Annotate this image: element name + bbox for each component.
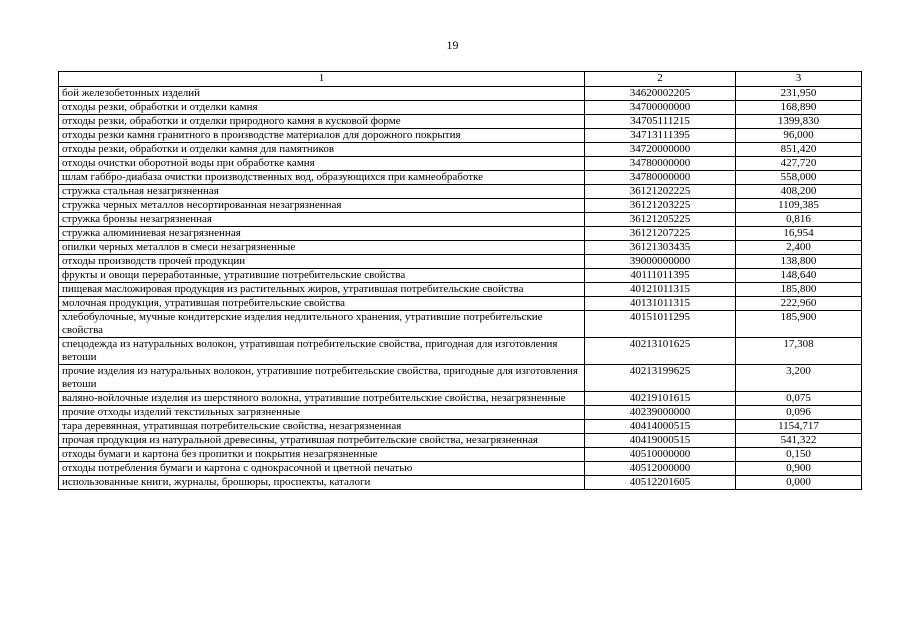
waste-name-cell: валяно-войлочные изделия из шерстяного волокна, утратившие потребительские свойства, незагрязненные bbox=[59, 392, 585, 406]
waste-value-cell: 1154,717 bbox=[736, 420, 862, 434]
waste-code-cell: 40151011295 bbox=[585, 311, 736, 338]
waste-name-cell: хлебобулочные, мучные кондитерские изделия недлительного хранения, утратившие потребительские свойства bbox=[59, 311, 585, 338]
waste-code-cell: 40213101625 bbox=[585, 338, 736, 365]
table-row bbox=[59, 157, 862, 171]
waste-name-cell: отходы очистки оборотной воды при обработке камня bbox=[59, 157, 585, 171]
table-row bbox=[59, 392, 862, 406]
table-row bbox=[59, 338, 862, 365]
waste-value-cell: 222,960 bbox=[736, 297, 862, 311]
waste-code-cell: 40512000000 bbox=[585, 462, 736, 476]
waste-code-cell: 40512201605 bbox=[585, 476, 736, 490]
waste-name-cell: прочая продукция из натуральной древесины, утратившая потребительские свойства, незагрязненная bbox=[59, 434, 585, 448]
table-row bbox=[59, 365, 862, 392]
table-row bbox=[59, 476, 862, 490]
waste-code-cell: 36121207225 bbox=[585, 227, 736, 241]
table-row bbox=[59, 227, 862, 241]
table-row bbox=[59, 448, 862, 462]
waste-name-cell: отходы резки камня гранитного в производстве материалов для дорожного покрытия bbox=[59, 129, 585, 143]
waste-value-cell: 185,900 bbox=[736, 311, 862, 338]
table-row bbox=[59, 129, 862, 143]
waste-name-cell: прочие отходы изделий текстильных загрязненные bbox=[59, 406, 585, 420]
table-row bbox=[59, 406, 862, 420]
waste-name-cell: стружка алюминиевая незагрязненная bbox=[59, 227, 585, 241]
waste-value-cell: 541,322 bbox=[736, 434, 862, 448]
waste-name-cell: отходы резки, обработки и отделки камня для памятников bbox=[59, 143, 585, 157]
waste-value-cell: 3,200 bbox=[736, 365, 862, 392]
page-number: 19 bbox=[446, 38, 459, 52]
table-row bbox=[59, 87, 862, 101]
waste-value-cell: 1399,830 bbox=[736, 115, 862, 129]
waste-code-cell: 34713111395 bbox=[585, 129, 736, 143]
table-row bbox=[59, 297, 862, 311]
waste-name-cell: использованные книги, журналы, брошюры, проспекты, каталоги bbox=[59, 476, 585, 490]
waste-code-cell: 34780000000 bbox=[585, 157, 736, 171]
waste-code-cell: 36121203225 bbox=[585, 199, 736, 213]
table-row bbox=[59, 199, 862, 213]
waste-value-cell: 185,800 bbox=[736, 283, 862, 297]
waste-code-cell: 40419000515 bbox=[585, 434, 736, 448]
waste-value-cell: 231,950 bbox=[736, 87, 862, 101]
waste-value-cell: 0,816 bbox=[736, 213, 862, 227]
waste-name-cell: отходы резки, обработки и отделки камня bbox=[59, 101, 585, 115]
table-row bbox=[59, 434, 862, 448]
waste-code-cell: 40510000000 bbox=[585, 448, 736, 462]
waste-value-cell: 427,720 bbox=[736, 157, 862, 171]
waste-code-cell: 36121205225 bbox=[585, 213, 736, 227]
waste-code-cell: 40111011395 bbox=[585, 269, 736, 283]
waste-value-cell: 851,420 bbox=[736, 143, 862, 157]
waste-name-cell: отходы бумаги и картона без пропитки и покрытия незагрязненные bbox=[59, 448, 585, 462]
table-row bbox=[59, 241, 862, 255]
table-row bbox=[59, 115, 862, 129]
table-row bbox=[59, 462, 862, 476]
table-row bbox=[59, 143, 862, 157]
waste-code-cell: 34620002205 bbox=[585, 87, 736, 101]
waste-name-cell: стружка черных металлов несортированная незагрязненная bbox=[59, 199, 585, 213]
waste-name-cell: тара деревянная, утратившая потребительские свойства, незагрязненная bbox=[59, 420, 585, 434]
waste-name-cell: прочие изделия из натуральных волокон, утратившие потребительские свойства, пригодные для изготовления ветоши bbox=[59, 365, 585, 392]
table-row bbox=[59, 255, 862, 269]
table-row bbox=[59, 101, 862, 115]
waste-code-cell: 34720000000 bbox=[585, 143, 736, 157]
waste-value-cell: 16,954 bbox=[736, 227, 862, 241]
waste-table bbox=[58, 71, 862, 490]
waste-name-cell: отходы производств прочей продукции bbox=[59, 255, 585, 269]
waste-name-cell: стружка стальная незагрязненная bbox=[59, 185, 585, 199]
waste-value-cell: 408,200 bbox=[736, 185, 862, 199]
waste-name-cell: бой железобетонных изделий bbox=[59, 87, 585, 101]
waste-code-cell: 40219101615 bbox=[585, 392, 736, 406]
waste-code-cell: 40131011315 bbox=[585, 297, 736, 311]
column-header-2: 2 bbox=[585, 72, 736, 87]
waste-name-cell: опилки черных металлов в смеси незагрязненные bbox=[59, 241, 585, 255]
waste-code-cell: 40213199625 bbox=[585, 365, 736, 392]
waste-value-cell: 17,308 bbox=[736, 338, 862, 365]
waste-name-cell: отходы потребления бумаги и картона с однокрасочной и цветной печатью bbox=[59, 462, 585, 476]
waste-value-cell: 0,075 bbox=[736, 392, 862, 406]
waste-code-cell: 40239000000 bbox=[585, 406, 736, 420]
table-row bbox=[59, 269, 862, 283]
waste-value-cell: 0,000 bbox=[736, 476, 862, 490]
waste-code-cell: 40414000515 bbox=[585, 420, 736, 434]
waste-value-cell: 138,800 bbox=[736, 255, 862, 269]
waste-name-cell: стружка бронзы незагрязненная bbox=[59, 213, 585, 227]
table-row bbox=[59, 311, 862, 338]
waste-value-cell: 558,000 bbox=[736, 171, 862, 185]
table-header-row bbox=[59, 72, 862, 87]
table-row bbox=[59, 283, 862, 297]
waste-value-cell: 0,096 bbox=[736, 406, 862, 420]
waste-name-cell: шлам габбро-диабаза очистки производственных вод, образующихся при камнеобработке bbox=[59, 171, 585, 185]
waste-code-cell: 36121202225 bbox=[585, 185, 736, 199]
waste-value-cell: 1109,385 bbox=[736, 199, 862, 213]
waste-value-cell: 0,150 bbox=[736, 448, 862, 462]
waste-code-cell: 40121011315 bbox=[585, 283, 736, 297]
waste-code-cell: 34705111215 bbox=[585, 115, 736, 129]
column-header-1: 1 bbox=[59, 72, 585, 87]
column-header-3: 3 bbox=[736, 72, 862, 87]
waste-value-cell: 168,890 bbox=[736, 101, 862, 115]
waste-code-cell: 34780000000 bbox=[585, 171, 736, 185]
waste-value-cell: 2,400 bbox=[736, 241, 862, 255]
waste-name-cell: отходы резки, обработки и отделки природного камня в кусковой форме bbox=[59, 115, 585, 129]
waste-code-cell: 36121303435 bbox=[585, 241, 736, 255]
waste-code-cell: 39000000000 bbox=[585, 255, 736, 269]
table-row bbox=[59, 213, 862, 227]
waste-name-cell: молочная продукция, утратившая потребительские свойства bbox=[59, 297, 585, 311]
waste-name-cell: пищевая масложировая продукция из растительных жиров, утратившая потребительские свойства bbox=[59, 283, 585, 297]
table-row bbox=[59, 185, 862, 199]
waste-code-cell: 34700000000 bbox=[585, 101, 736, 115]
waste-value-cell: 148,640 bbox=[736, 269, 862, 283]
table-row bbox=[59, 420, 862, 434]
waste-value-cell: 0,900 bbox=[736, 462, 862, 476]
table-row bbox=[59, 171, 862, 185]
waste-name-cell: фрукты и овощи переработанные, утратившие потребительские свойства bbox=[59, 269, 585, 283]
waste-value-cell: 96,000 bbox=[736, 129, 862, 143]
waste-name-cell: спецодежда из натуральных волокон, утратившая потребительские свойства, пригодная для изготовления ветоши bbox=[59, 338, 585, 365]
